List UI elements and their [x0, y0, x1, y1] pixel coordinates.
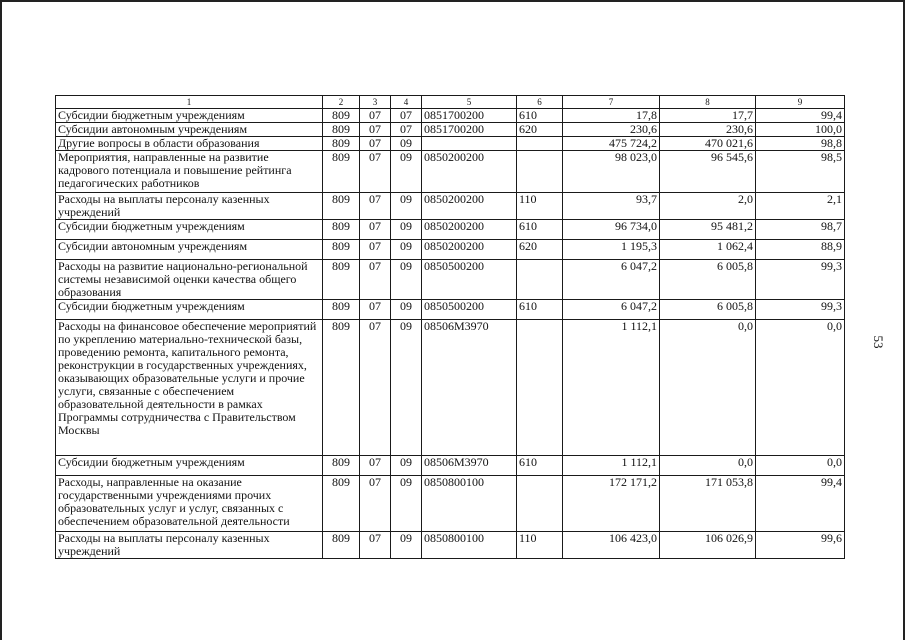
- row-name: Расходы на выплаты персоналу казенных учреждений: [56, 193, 323, 220]
- section-code: 07: [360, 240, 391, 260]
- actual-amount: 95 481,2: [660, 220, 756, 240]
- expense-type-code: 610: [517, 456, 563, 476]
- row-name: Расходы на развитие национально-региональной системы независимой оценки качества общего образования: [56, 260, 323, 300]
- execution-percent: 99,3: [756, 260, 845, 300]
- expense-type-code: 620: [517, 123, 563, 137]
- actual-amount: 0,0: [660, 320, 756, 456]
- target-article-code: 08506М3970: [422, 456, 517, 476]
- target-article-code: 0851700200: [422, 123, 517, 137]
- table-row: [56, 240, 845, 260]
- row-name: Расходы на выплаты персоналу казенных учреждений: [56, 532, 323, 559]
- actual-amount: 2,0: [660, 193, 756, 220]
- section-code: 07: [360, 300, 391, 320]
- subsection-code: 07: [391, 109, 422, 123]
- planned-amount: 1 112,1: [563, 320, 660, 456]
- target-article-code: 0850200200: [422, 193, 517, 220]
- section-code: 07: [360, 151, 391, 193]
- actual-amount: 0,0: [660, 456, 756, 476]
- ministry-code: 809: [323, 300, 360, 320]
- section-code: 07: [360, 532, 391, 559]
- table-row: [56, 300, 845, 320]
- row-name: Субсидии бюджетным учреждениям: [56, 220, 323, 240]
- subsection-code: 09: [391, 151, 422, 193]
- ministry-code: 809: [323, 476, 360, 532]
- expense-type-code: 610: [517, 300, 563, 320]
- actual-amount: 470 021,6: [660, 137, 756, 151]
- ministry-code: 809: [323, 456, 360, 476]
- target-article-code: 0850800100: [422, 532, 517, 559]
- section-code: 07: [360, 476, 391, 532]
- expense-type-code: [517, 260, 563, 300]
- execution-percent: 0,0: [756, 456, 845, 476]
- actual-amount: 1 062,4: [660, 240, 756, 260]
- table-row: [56, 456, 845, 476]
- target-article-code: 0850500200: [422, 260, 517, 300]
- actual-amount: 230,6: [660, 123, 756, 137]
- row-name: Субсидии бюджетным учреждениям: [56, 456, 323, 476]
- row-name: Субсидии бюджетным учреждениям: [56, 109, 323, 123]
- expense-type-code: 110: [517, 193, 563, 220]
- table-row: [56, 151, 845, 193]
- planned-amount: 17,8: [563, 109, 660, 123]
- column-number: 7: [563, 96, 660, 109]
- section-code: 07: [360, 123, 391, 137]
- table-row: [56, 476, 845, 532]
- target-article-code: 0850500200: [422, 300, 517, 320]
- execution-percent: 88,9: [756, 240, 845, 260]
- page-number: 53: [871, 335, 886, 349]
- expense-type-code: 620: [517, 240, 563, 260]
- subsection-code: 09: [391, 320, 422, 456]
- column-number: 4: [391, 96, 422, 109]
- table-row: [56, 260, 845, 300]
- section-code: 07: [360, 220, 391, 240]
- planned-amount: 172 171,2: [563, 476, 660, 532]
- subsection-code: 09: [391, 476, 422, 532]
- target-article-code: [422, 137, 517, 151]
- actual-amount: 96 545,6: [660, 151, 756, 193]
- ministry-code: 809: [323, 220, 360, 240]
- row-name: Мероприятия, направленные на развитие кадрового потенциала и повышение рейтинга педагогических работников: [56, 151, 323, 193]
- ministry-code: 809: [323, 240, 360, 260]
- ministry-code: 809: [323, 320, 360, 456]
- section-code: 07: [360, 109, 391, 123]
- section-code: 07: [360, 193, 391, 220]
- actual-amount: 106 026,9: [660, 532, 756, 559]
- row-name: Субсидии автономным учреждениям: [56, 123, 323, 137]
- planned-amount: 1 195,3: [563, 240, 660, 260]
- target-article-code: 08506М3970: [422, 320, 517, 456]
- execution-percent: 99,3: [756, 300, 845, 320]
- execution-percent: 99,4: [756, 476, 845, 532]
- actual-amount: 17,7: [660, 109, 756, 123]
- section-code: 07: [360, 456, 391, 476]
- subsection-code: 09: [391, 240, 422, 260]
- planned-amount: 106 423,0: [563, 532, 660, 559]
- execution-percent: 98,7: [756, 220, 845, 240]
- subsection-code: 07: [391, 123, 422, 137]
- expense-type-code: 110: [517, 532, 563, 559]
- section-code: 07: [360, 260, 391, 300]
- target-article-code: 0850200200: [422, 220, 517, 240]
- table-row: [56, 220, 845, 240]
- table-row: [56, 123, 845, 137]
- expense-type-code: [517, 320, 563, 456]
- ministry-code: 809: [323, 109, 360, 123]
- column-number-row: [56, 96, 845, 109]
- ministry-code: 809: [323, 151, 360, 193]
- target-article-code: 0850800100: [422, 476, 517, 532]
- planned-amount: 93,7: [563, 193, 660, 220]
- row-name: Расходы, направленные на оказание государственными учреждениями прочих образовательных услуг и услуг, связанных с обеспечением образовательной деятельности: [56, 476, 323, 532]
- planned-amount: 475 724,2: [563, 137, 660, 151]
- expense-type-code: 610: [517, 109, 563, 123]
- execution-percent: 99,4: [756, 109, 845, 123]
- table-row: [56, 193, 845, 220]
- section-code: 07: [360, 320, 391, 456]
- subsection-code: 09: [391, 456, 422, 476]
- planned-amount: 6 047,2: [563, 260, 660, 300]
- table-body: [56, 109, 845, 559]
- expense-type-code: [517, 151, 563, 193]
- planned-amount: 96 734,0: [563, 220, 660, 240]
- budget-table: [55, 95, 845, 559]
- column-number: 1: [56, 96, 323, 109]
- column-number: 9: [756, 96, 845, 109]
- target-article-code: 0850200200: [422, 151, 517, 193]
- planned-amount: 1 112,1: [563, 456, 660, 476]
- column-number: 2: [323, 96, 360, 109]
- ministry-code: 809: [323, 532, 360, 559]
- ministry-code: 809: [323, 260, 360, 300]
- column-number: 3: [360, 96, 391, 109]
- ministry-code: 809: [323, 123, 360, 137]
- ministry-code: 809: [323, 137, 360, 151]
- subsection-code: 09: [391, 220, 422, 240]
- actual-amount: 6 005,8: [660, 300, 756, 320]
- table-row: [56, 109, 845, 123]
- section-code: 07: [360, 137, 391, 151]
- row-name: Расходы на финансовое обеспечение мероприятий по укреплению материально-технической базы, проведению ремонта, капитального ремонта, реконструкции в государственных учреждениях, оказывающих образовательные услуги и прочие услуги, связанные с обеспечением образовательной деятельности в рамках Программы сотрудничества с Правительством Москвы: [56, 320, 323, 456]
- expense-type-code: 610: [517, 220, 563, 240]
- execution-percent: 99,6: [756, 532, 845, 559]
- planned-amount: 6 047,2: [563, 300, 660, 320]
- subsection-code: 09: [391, 260, 422, 300]
- actual-amount: 6 005,8: [660, 260, 756, 300]
- column-number: 6: [517, 96, 563, 109]
- execution-percent: 0,0: [756, 320, 845, 456]
- actual-amount: 171 053,8: [660, 476, 756, 532]
- execution-percent: 98,5: [756, 151, 845, 193]
- execution-percent: 2,1: [756, 193, 845, 220]
- column-number: 5: [422, 96, 517, 109]
- planned-amount: 98 023,0: [563, 151, 660, 193]
- execution-percent: 100,0: [756, 123, 845, 137]
- subsection-code: 09: [391, 532, 422, 559]
- planned-amount: 230,6: [563, 123, 660, 137]
- target-article-code: 0850200200: [422, 240, 517, 260]
- table-row: [56, 532, 845, 559]
- expense-type-code: [517, 137, 563, 151]
- subsection-code: 09: [391, 193, 422, 220]
- row-name: Субсидии автономным учреждениям: [56, 240, 323, 260]
- expense-type-code: [517, 476, 563, 532]
- ministry-code: 809: [323, 193, 360, 220]
- subsection-code: 09: [391, 300, 422, 320]
- column-number: 8: [660, 96, 756, 109]
- execution-percent: 98,8: [756, 137, 845, 151]
- row-name: Субсидии бюджетным учреждениям: [56, 300, 323, 320]
- table-row: [56, 320, 845, 456]
- target-article-code: 0851700200: [422, 109, 517, 123]
- row-name: Другие вопросы в области образования: [56, 137, 323, 151]
- subsection-code: 09: [391, 137, 422, 151]
- table-row: [56, 137, 845, 151]
